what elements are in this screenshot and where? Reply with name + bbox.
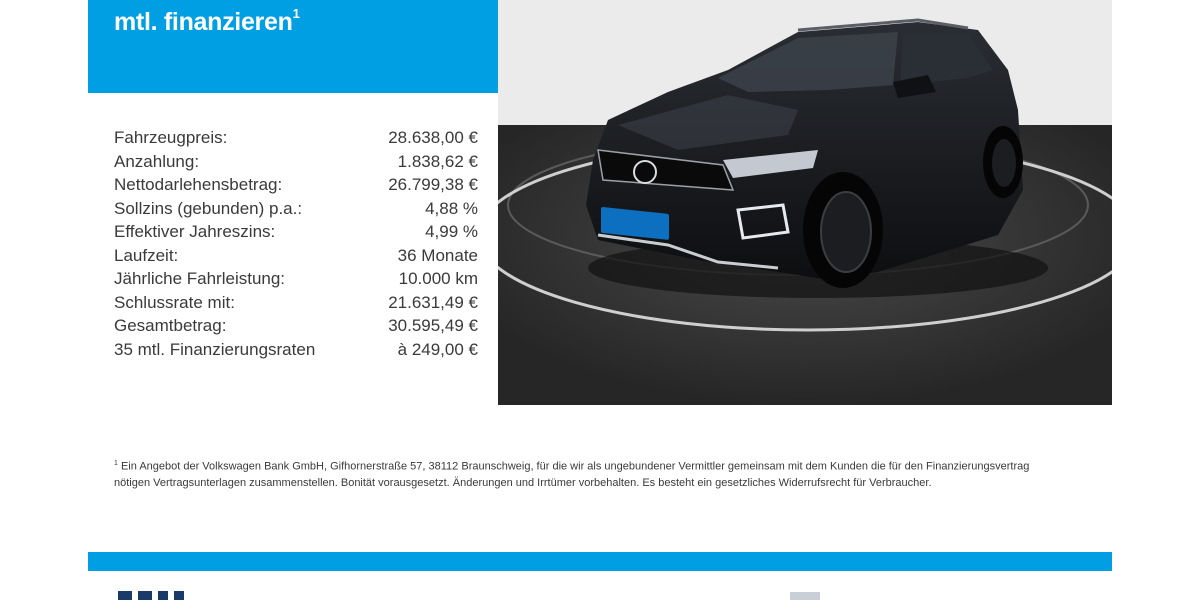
spec-row-net-loan [114,175,478,199]
footer-partial-element [790,592,820,600]
spec-row-vehicle-price [114,128,478,152]
spec-value: 26.799,38 € [388,175,478,194]
vehicle-illustration [498,0,1112,405]
footer-logo-fragment [118,591,238,600]
spec-label: Nettodarlehensbetrag: [114,175,283,194]
spec-value: 36 Monate [397,245,478,265]
spec-label: Anzahlung: [114,151,200,171]
spec-row-effective-rate [114,222,478,246]
footnote-text: Ein Angebot der Volkswagen Bank GmbH, Gifhornerstraße 57, 38112 Braunschweig, für die wir als ungebundener Vermittler gemeinsam mit dem Kunden die für den Finanzierungsvertrag nötigen Vertragsunterlagen zusammenstellen. Bonität vorausgesetzt. Änderungen und Irrtümer vorbehalten. Es besteht ein gesetzliches Widerrufsrecht für Verbraucher. [114,460,1030,489]
spec-label: 35 mtl. Finanzierungsraten [114,339,316,359]
spec-value: 4,99 % [425,222,478,241]
spec-value: 21.631,49 € [388,292,478,312]
spec-value: 30.595,49 € [388,316,478,335]
banner-title [114,5,300,37]
spec-label: Schlussrate mit: [114,292,235,312]
spec-label: Effektiver Jahreszins: [114,222,276,241]
spec-row-monthly-installments [114,340,478,364]
spec-label: Laufzeit: [114,245,179,265]
spec-value: 28.638,00 € [388,128,478,147]
spec-label: Fahrzeugpreis: [114,128,228,147]
banner-title-text: mtl. finanzieren [114,8,293,36]
vehicle-photo [498,0,1112,405]
spec-row-mileage [114,269,478,293]
financing-specs [114,128,478,363]
spec-row-down-payment [114,152,478,176]
spec-value: 10.000 km [398,269,478,288]
offer-banner [88,0,498,93]
legal-footnote [114,456,1034,491]
spec-value: 4,88 % [425,198,478,218]
spec-value: à 249,00 € [397,339,478,359]
footnote-mark: 1 [114,460,118,467]
footer-accent-bar [88,552,1112,571]
spec-label: Jährliche Fahrleistung: [114,269,286,288]
banner-footnote-mark: 1 [292,5,300,21]
spec-row-term [114,246,478,270]
spec-row-total-amount [114,316,478,340]
spec-label: Sollzins (gebunden) p.a.: [114,198,303,218]
spec-row-final-rate [114,293,478,317]
spec-value: 1.838,62 € [397,151,478,171]
spec-row-borrowing-rate [114,199,478,223]
spec-label: Gesamtbetrag: [114,316,227,335]
